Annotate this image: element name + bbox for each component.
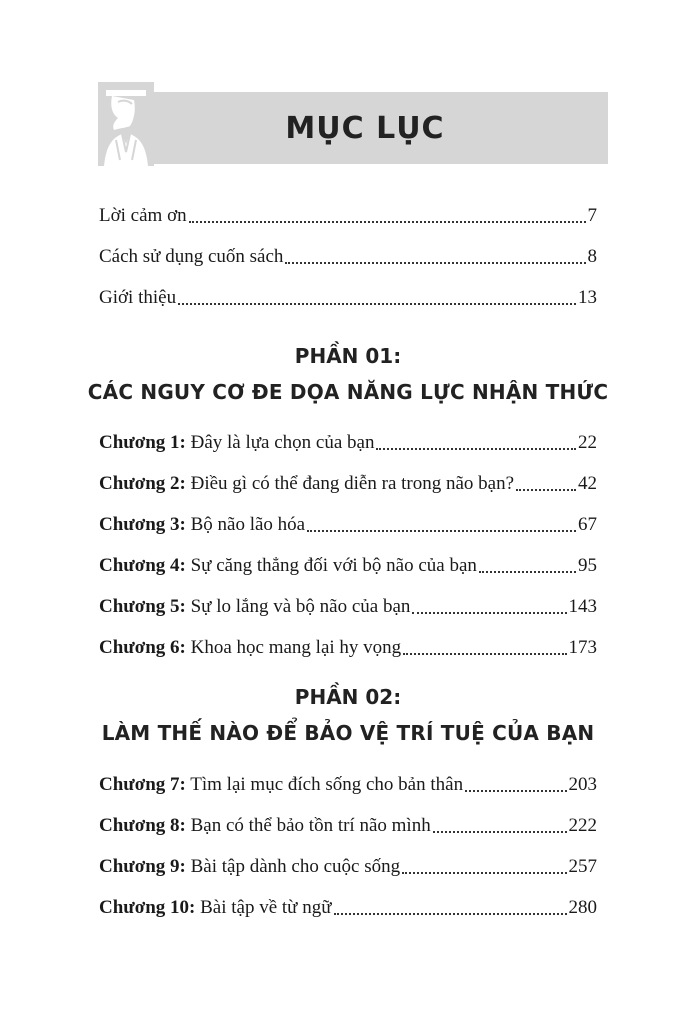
dot-leader bbox=[465, 790, 566, 792]
chapter-entry bbox=[99, 586, 597, 627]
chapter-label bbox=[99, 805, 431, 846]
toc-entry bbox=[99, 195, 597, 236]
dot-leader bbox=[479, 571, 576, 573]
chapter-entry bbox=[99, 627, 597, 668]
part-1-chapter-list bbox=[99, 422, 597, 668]
toc-entry-label: Cách sử dụng cuốn sách bbox=[99, 246, 284, 267]
chapter-label bbox=[99, 846, 400, 887]
chapter-entry bbox=[99, 887, 597, 928]
dot-leader bbox=[403, 653, 566, 655]
chapter-label bbox=[99, 586, 410, 627]
page-title: MỤC LỤC bbox=[285, 110, 445, 146]
chapter-label bbox=[99, 545, 477, 586]
chapter-title: Bạn có thể bảo tồn trí não mình bbox=[185, 815, 431, 836]
chapter-prefix: Chương 7: bbox=[99, 774, 186, 795]
chapter-title: Tìm lại mục đích sống cho bản thân bbox=[185, 774, 464, 795]
chapter-prefix: Chương 2: bbox=[99, 473, 186, 494]
toc-entry bbox=[99, 236, 597, 277]
part-2-chapter-list bbox=[99, 764, 597, 928]
dot-leader bbox=[189, 221, 586, 223]
dot-leader bbox=[178, 303, 576, 305]
chapter-page: 22 bbox=[578, 432, 597, 453]
part-2-heading bbox=[0, 679, 696, 751]
dot-leader bbox=[307, 530, 576, 532]
chapter-label bbox=[99, 504, 305, 545]
part-number: PHẦN 01: bbox=[294, 344, 402, 368]
dot-leader bbox=[516, 489, 576, 491]
toc-entry bbox=[99, 277, 597, 318]
chapter-label bbox=[99, 887, 332, 928]
part-title: LÀM THẾ NÀO ĐỂ BẢO VỆ TRÍ TUỆ CỦA BẠN bbox=[101, 721, 595, 745]
chapter-page: 280 bbox=[568, 897, 597, 918]
chapter-label bbox=[99, 764, 463, 805]
chapter-entry bbox=[99, 764, 597, 805]
chapter-page: 42 bbox=[578, 473, 597, 494]
dot-leader bbox=[433, 831, 567, 833]
chapter-prefix: Chương 9: bbox=[99, 856, 186, 877]
chapter-entry bbox=[99, 805, 597, 846]
dot-leader bbox=[412, 612, 566, 614]
dot-leader bbox=[285, 262, 585, 264]
chapter-title: Điều gì có thể đang diễn ra trong não bạn? bbox=[185, 473, 515, 494]
chapter-page: 143 bbox=[568, 596, 597, 617]
chapter-title: Đây là lựa chọn của bạn bbox=[185, 432, 375, 453]
chapter-title: Khoa học mang lại hy vọng bbox=[185, 637, 402, 658]
toc-entry-page: 13 bbox=[578, 287, 597, 308]
toc-entry-label: Giới thiệu bbox=[99, 287, 177, 308]
toc-entry-page: 8 bbox=[587, 246, 597, 267]
chapter-page: 95 bbox=[578, 555, 597, 576]
part-1-heading bbox=[0, 338, 696, 410]
chapter-page: 222 bbox=[568, 815, 597, 836]
chapter-page: 203 bbox=[568, 774, 597, 795]
chapter-entry bbox=[99, 504, 597, 545]
chapter-label bbox=[99, 463, 514, 504]
chapter-entry bbox=[99, 846, 597, 887]
chapter-page: 173 bbox=[568, 637, 597, 658]
front-matter-list bbox=[99, 195, 597, 318]
chapter-prefix: Chương 5: bbox=[99, 596, 186, 617]
part-title: CÁC NGUY CƠ ĐE DỌA NĂNG LỰC NHẬN THỨC bbox=[87, 380, 609, 404]
chapter-prefix: Chương 1: bbox=[99, 432, 186, 453]
chapter-entry bbox=[99, 463, 597, 504]
toc-entry-label: Lời cảm ơn bbox=[99, 205, 187, 226]
chapter-title: Bộ não lão hóa bbox=[185, 514, 306, 535]
chapter-entry bbox=[99, 545, 597, 586]
chapter-entry bbox=[99, 422, 597, 463]
dot-leader bbox=[376, 448, 576, 450]
chapter-label bbox=[99, 422, 374, 463]
chapter-page: 67 bbox=[578, 514, 597, 535]
dot-leader bbox=[402, 872, 566, 874]
chapter-prefix: Chương 3: bbox=[99, 514, 186, 535]
toc-entry-page: 7 bbox=[587, 205, 597, 226]
chapter-label bbox=[99, 627, 401, 668]
chapter-prefix: Chương 4: bbox=[99, 555, 186, 576]
chapter-title: Sự lo lắng và bộ não của bạn bbox=[185, 596, 411, 617]
chapter-prefix: Chương 8: bbox=[99, 815, 186, 836]
chapter-title: Sự căng thẳng đối với bộ não của bạn bbox=[185, 555, 477, 576]
dot-leader bbox=[334, 913, 567, 915]
chapter-title: Bài tập dành cho cuộc sống bbox=[185, 856, 401, 877]
chapter-title: Bài tập về từ ngữ bbox=[195, 897, 332, 918]
part-number: PHẦN 02: bbox=[294, 685, 402, 709]
chapter-prefix: Chương 10: bbox=[99, 897, 196, 918]
chapter-page: 257 bbox=[568, 856, 597, 877]
chapter-prefix: Chương 6: bbox=[99, 637, 186, 658]
